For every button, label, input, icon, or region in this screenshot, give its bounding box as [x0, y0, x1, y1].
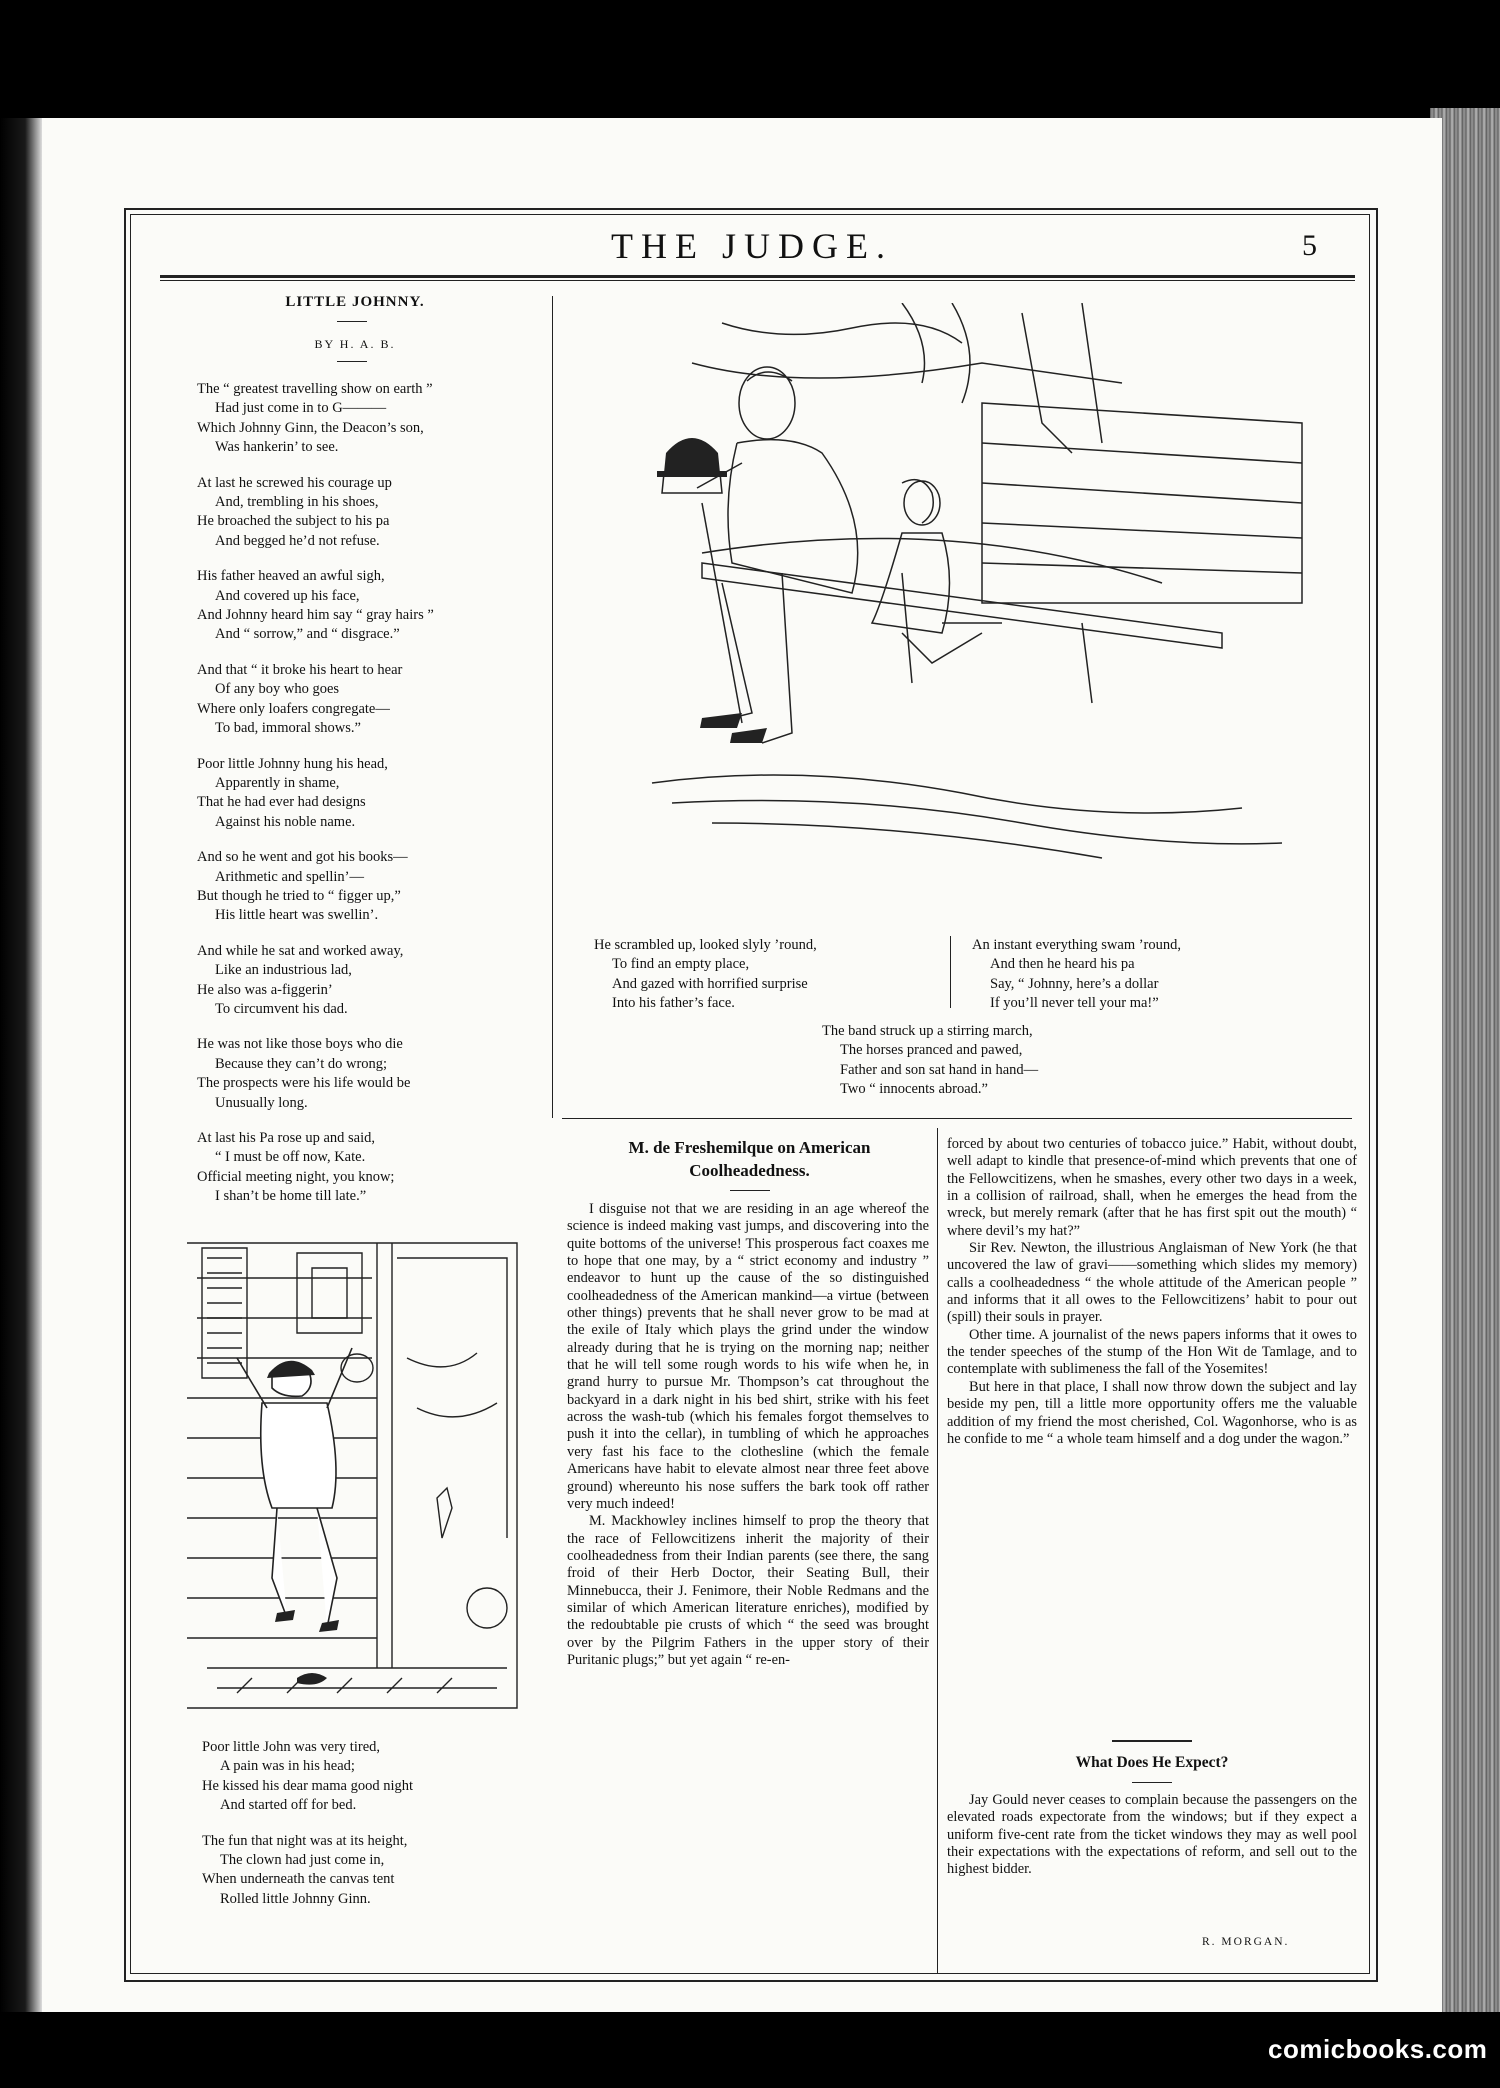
- caption-center: [822, 1022, 1142, 1100]
- poem-line: When underneath the canvas tent: [202, 1871, 395, 1888]
- poem-line: Rolled little Johnny Ginn.: [220, 1890, 371, 1907]
- poem-line: He also was a-figgerin’: [197, 981, 333, 998]
- caption-line: Two “ innocents abroad.”: [840, 1081, 988, 1098]
- stanza: [197, 1035, 552, 1113]
- stanza: [197, 661, 552, 739]
- caption-line: He scrambled up, looked slyly ’round,: [594, 937, 817, 953]
- poem-line: He broached the subject to his pa: [197, 513, 390, 530]
- poem-line: His father heaved an awful sigh,: [197, 568, 385, 585]
- poem-line: And begged he’d not refuse.: [215, 532, 380, 549]
- poem-line: And, trembling in his shoes,: [215, 494, 379, 511]
- article-title-line1: M. de Freshemilque on American: [628, 1138, 871, 1157]
- stanza: [202, 1738, 542, 1816]
- caption-line: And then he heard his pa: [990, 956, 1135, 973]
- article-paragraph: forced by about two centuries of tobacco juice.” Habit, without doubt, well adapt to kindle that presence-of-mind which prevents that one of the Fellowcitizens, when he smashes, every other two days in a week, in a collision of railroad, shall, when he emerges the head from the wreck, but merely remark (after that he has first spit out the mouth) “ where devil’s my hat?”: [947, 1136, 1357, 1239]
- poem-line: The prospects were his life would be: [197, 1075, 411, 1092]
- watermark: comicbooks.com: [1268, 2034, 1488, 2064]
- section-divider: [562, 1118, 1352, 1119]
- poem-line: He was not like those boys who die: [197, 1036, 403, 1053]
- poem-line: Because they can’t do wrong;: [215, 1055, 388, 1072]
- caption-line: The horses pranced and pawed,: [840, 1042, 1023, 1059]
- scan-background-top: [0, 0, 1500, 118]
- poem-line: Against his noble name.: [215, 813, 356, 830]
- poem-line: Unusually long.: [215, 1094, 308, 1111]
- poem-line: I shan’t be home till late.”: [215, 1188, 367, 1205]
- poem-line: To circumvent his dad.: [215, 1000, 348, 1017]
- poem-line: His little heart was swellin’.: [215, 907, 379, 924]
- page-number: 5: [1302, 229, 1317, 262]
- caption-left: [594, 936, 924, 1014]
- poem-line: Of any boy who goes: [215, 681, 340, 698]
- poem-line: But though he tried to “ figger up,”: [197, 887, 401, 904]
- poem-line: Poor little Johnny hung his head,: [197, 755, 388, 772]
- poem-line: That he had ever had designs: [197, 794, 366, 811]
- poem-line: The “ greatest travelling show on earth ”: [197, 381, 433, 397]
- article-title: [567, 1136, 932, 1182]
- poem-line: And Johnny heard him say “ gray hairs ”: [197, 607, 434, 624]
- caption-line: If you’ll never tell your ma!”: [990, 995, 1159, 1012]
- article-title-rule: [730, 1190, 770, 1191]
- caption-right: [972, 936, 1302, 1014]
- column-divider: [552, 296, 553, 1118]
- book-binding-shadow: [0, 118, 42, 2012]
- short-piece-title-rule: [1132, 1782, 1172, 1783]
- short-piece-rule: [1112, 1740, 1192, 1742]
- poem-line: And started off for bed.: [220, 1797, 357, 1814]
- caption-line: Into his father’s face.: [612, 995, 735, 1012]
- article-paragraph: But here in that place, I shall now throw down the subject and lay beside my pen, till a little more opportunity offers me the valuable addition of my friend the most cherished, Col. Wagonhorse, who is as he confide to me “ a whole team himself and a dog under the wagon.”: [947, 1378, 1357, 1447]
- article-paragraph: Other time. A journalist of the news papers informs that it owes to the tender speeches of the stump of the Hon Wit de Tamlage, and to contemplate with sublimeness the fall of the Yosemites!: [947, 1326, 1357, 1378]
- author-signature: R. MORGAN.: [1202, 1936, 1290, 1948]
- caption-line: Say, “ Johnny, here’s a dollar: [990, 975, 1159, 992]
- stanza: [197, 848, 552, 926]
- stanza: [197, 567, 552, 645]
- caption-line: And gazed with horrified surprise: [612, 975, 808, 992]
- poem-line: Official meeting night, you know;: [197, 1168, 395, 1185]
- short-piece-title: What Does He Expect?: [1075, 1754, 1229, 1771]
- article-column-divider: [937, 1128, 938, 1973]
- stanza: [202, 1832, 542, 1910]
- caption-line: To find an empty place,: [612, 956, 750, 973]
- masthead-rule: [160, 275, 1355, 278]
- poem-line: Like an industrious lad,: [215, 962, 352, 979]
- article-title-line2: Coolheadedness.: [689, 1161, 810, 1180]
- poem-line: Had just come in to G———: [215, 400, 387, 417]
- caption-divider: [950, 936, 951, 1008]
- poem-line: Poor little John was very tired,: [202, 1739, 381, 1755]
- poem-line: And while he sat and worked away,: [197, 942, 404, 959]
- article-paragraph: M. Mackhowley inclines himself to prop the theory that the race of Fellowcitizens inherit the majority of their coolheadedness from their Indian parents (see there, the sang froid of their Herb Doctor, their Seating Bull, their Minnebucca, their J. Fenimore, their Noble Redmans and the similar of which American literature enriches), modified by the redoubtable pie crusts of which “ the seed was brought over by the Pilgrim Fathers in the upper story of their Puritanic plugs;” but yet again “ re-en-: [567, 1513, 929, 1668]
- poem-line: Arithmetic and spellin’—: [215, 868, 364, 885]
- masthead-rule-thin: [160, 280, 1355, 281]
- byline-rule: [337, 361, 367, 362]
- poem-byline: BY H. A. B.: [314, 337, 396, 351]
- article-column-1: [567, 1201, 929, 1669]
- poem-line: Was hankerin’ to see.: [215, 439, 339, 456]
- poem-line: And that “ it broke his heart to hear: [197, 661, 403, 678]
- poem-title: LITTLE JOHNNY.: [285, 294, 425, 310]
- illustration-father-and-son: [602, 303, 1322, 878]
- poem-line: Apparently in shame,: [215, 774, 340, 791]
- caption-line: The band struck up a stirring march,: [822, 1023, 1033, 1039]
- stanza: [197, 1129, 552, 1207]
- poem-line: Where only loafers congregate—: [197, 700, 390, 717]
- stanza: [197, 942, 552, 1020]
- poem-line: And so he went and got his books—: [197, 849, 408, 866]
- poem-line: Which Johnny Ginn, the Deacon’s son,: [197, 419, 424, 436]
- masthead-title: THE JUDGE.: [611, 226, 893, 266]
- poem-stanzas: [197, 380, 552, 1223]
- poem-line: And covered up his face,: [215, 587, 360, 604]
- article-column-2: [947, 1136, 1357, 1448]
- short-piece-body: [947, 1792, 1357, 1879]
- poem-line: At last he screwed his courage up: [197, 474, 392, 491]
- illustration-boy-climbing-window: [177, 1238, 547, 1718]
- poem-line: The clown had just come in,: [220, 1852, 385, 1869]
- poem-line: “ I must be off now, Kate.: [215, 1149, 366, 1166]
- caption-line: An instant everything swam ’round,: [972, 937, 1182, 953]
- short-piece-paragraph: Jay Gould never ceases to complain because the passengers on the elevated roads expectorate from the windows; but if they expect a uniform five-cent rate from the ticket windows they may as well pool their expectations with the expectations of reform, and sell out to the highest bidder.: [947, 1792, 1357, 1878]
- poem-line: He kissed his dear mama good night: [202, 1777, 414, 1794]
- stanza: [197, 755, 552, 833]
- stanza: [197, 380, 552, 458]
- poem-line: And “ sorrow,” and “ disgrace.”: [215, 626, 400, 643]
- poem-line: To bad, immoral shows.”: [215, 720, 361, 737]
- poem-line: The fun that night was at its height,: [202, 1832, 408, 1849]
- magazine-page: [42, 118, 1442, 2012]
- poem-bottom-stanzas: [202, 1738, 542, 1925]
- title-rule: [337, 321, 367, 322]
- caption-line: Father and son sat hand in hand—: [840, 1061, 1039, 1078]
- poem-line: At last his Pa rose up and said,: [197, 1130, 376, 1146]
- article-paragraph: I disguise not that we are residing in an age whereof the science is indeed making vast jumps, and discovering into the quite bottoms of the universe! This prosperous fact coaxes me to hope that one may, by a “ strict economy and industry ” endeavor to hunt up the cause of the so distinguished coolheadedness of the American mankind—a virtue (between other things) prevents that he shall never grow to be mad at the exile of Italy which plays the grind under the window already during that he is trying on the morning nap; neither that he will tell some rough words to his wife when he, in grand hurry to pursue Mr. Thompson’s cat throughout the backyard in a dark night in his bed shirt, strike with his feet across the wash-tub (which his females forgot themselves to push it into the cellar), in tumbling of which he approaches very fast his face to the clothesline (which the female Americans have habit to elevate almost near three feet above ground) whereunto his nose suffers the bark took off rather very much indeed!: [567, 1201, 929, 1512]
- stanza: [197, 474, 552, 552]
- poem-line: A pain was in his head;: [220, 1758, 355, 1775]
- article-paragraph: Sir Rev. Newton, the illustrious Anglaisman of New York (he that uncovered the law of gravi——something which slides my memory) calls a coolheadedness “ the whole attitude of the American people ” and informs that it all owes to the Fellowcitizens’ habit to pour out (spill) their souls in prayer.: [947, 1240, 1357, 1326]
